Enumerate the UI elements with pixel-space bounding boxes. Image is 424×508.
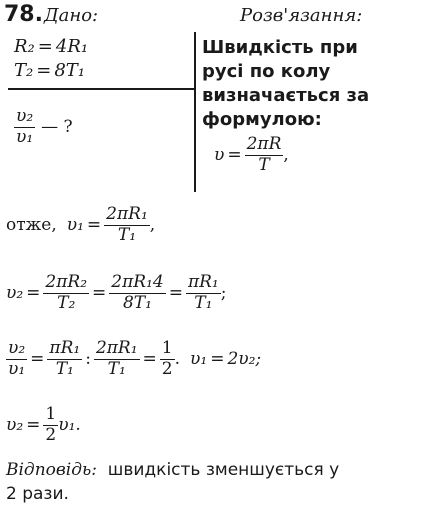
answer-label: Відповідь:	[6, 460, 97, 480]
step-1: отже, υ₁ = $\frac{\text{2πR₁}}{\text{T₁}}$ ,	[6, 204, 156, 245]
solution-line-3: визначається за	[202, 85, 370, 106]
solution-line-4: формулою:	[202, 109, 322, 130]
velocity-formula: υ = $\frac{2\pi R}{T}$ ,	[214, 134, 289, 175]
given-line-1: R₂ = 4R₁	[14, 36, 89, 57]
solution-line-2: русі по колу	[202, 61, 331, 82]
answer	[6, 458, 339, 506]
given-divider	[8, 88, 194, 90]
solution-line-1: Швидкість при	[202, 37, 358, 58]
answer-text-2: 2 рази.	[6, 484, 69, 504]
solution-label: Розв'язання:	[240, 5, 363, 26]
given-line-2: T₂ = 8T₁	[14, 60, 86, 81]
find-ratio: $\frac{\text{υ₂}}{\text{υ₁}}$ — ?	[16, 106, 73, 147]
solution-text	[202, 36, 369, 132]
step-3: $\frac{\text{υ₂}}{\text{υ₁}}$ = $\frac{\text{πR₁}}{\text{T₁}}$ : $\frac{\text{2πR₁}}{\text{T₁}}$ = $\frac{1}{2}$ . υ₁ = 2υ₂;	[8, 338, 262, 379]
answer-text: швидкість зменшується у	[107, 460, 340, 480]
problem-number: 78.	[4, 2, 43, 27]
step-2: υ₂ = $\frac{\text{2πR₂}}{\text{T₂}}$ = $\frac{\text{2πR₁4}}{\text{8T₁}}$ = $\frac{\text{πR₁}}{\text{T₁}}$ ;	[6, 272, 227, 313]
step-4: υ₂ = $\frac{1}{2}$ υ₁.	[6, 404, 81, 445]
given-label: Дано:	[44, 5, 99, 26]
solution-divider	[194, 32, 196, 192]
